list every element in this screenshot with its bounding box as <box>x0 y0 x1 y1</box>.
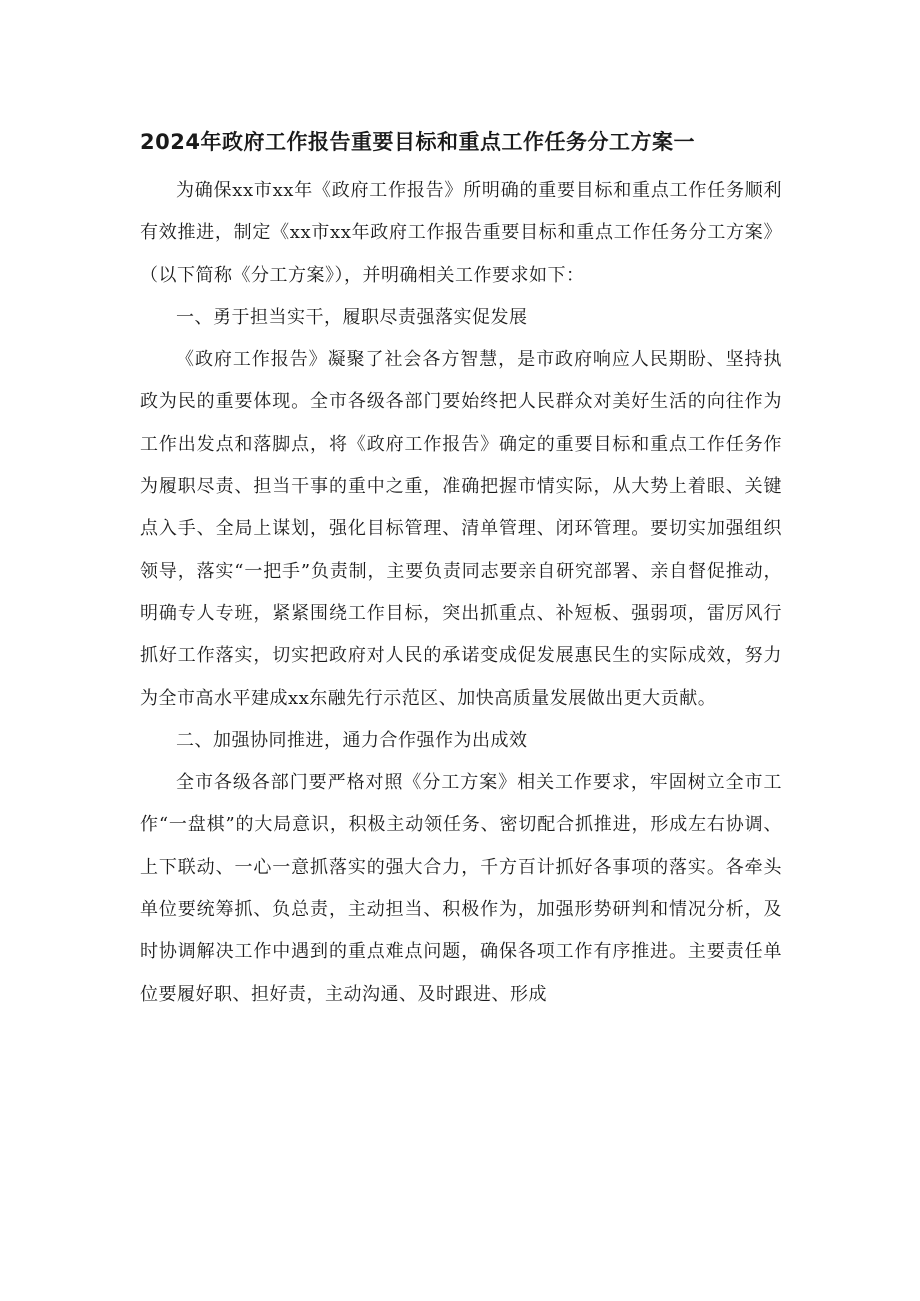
section-1-paragraph: 《政府工作报告》凝聚了社会各方智慧，是市政府响应人民期盼、坚持执政为民的重要体现。全市各级各部门要始终把人民群众对美好生活的向往作为工作出发点和落脚点，将《政府工作报告》确定的重要目标和重点工作任务作为履职尽责、担当干事的重中之重，准确把握市情实际，从大势上着眼、关键点入手、全局上谋划，强化目标管理、清单管理、闭环管理。要切实加强组织领导，落实“一把手”负责制，主要负责同志要亲自研究部署、亲自督促推动，明确专人专班，紧紧围绕工作目标，突出抓重点、补短板、强弱项，雷厉风行抓好工作落实，切实把政府对人民的承诺变成促发展惠民生的实际成效，努力为全市高水平建成xx东融先行示范区、加快高质量发展做出更大贡献。 <box>140 349 782 709</box>
section-2-heading: 二、加强协同推进，通力合作强作为出成效 <box>176 729 528 751</box>
section-1-heading: 一、勇于担当实干，履职尽责强落实促发展 <box>176 306 528 328</box>
document-title: 2024年政府工作报告重要目标和重点工作任务分工方案一 <box>140 130 695 154</box>
section-2-paragraph: 全市各级各部门要严格对照《分工方案》相关工作要求，牢固树立全市工作“一盘棋”的大局意识，积极主动领任务、密切配合抓推进，形成左右协调、上下联动、一心一意抓落实的强大合力，千方百计抓好各事项的落实。各牵头单位要统筹抓、负总责，主动担当、积极作为，加强形势研判和情况分析，及时协调解决工作中遇到的重点难点问题，确保各项工作有序推进。主要责任单位要履好职、担好责，主动沟通、及时跟进、形成 <box>140 772 782 1005</box>
document-body <box>140 170 782 1016</box>
intro-paragraph: 为确保xx市xx年《政府工作报告》所明确的重要目标和重点工作任务顺利有效推进，制定《xx市xx年政府工作报告重要目标和重点工作任务分工方案》（以下简称《分工方案》），并明确相关工作要求如下： <box>140 180 782 286</box>
